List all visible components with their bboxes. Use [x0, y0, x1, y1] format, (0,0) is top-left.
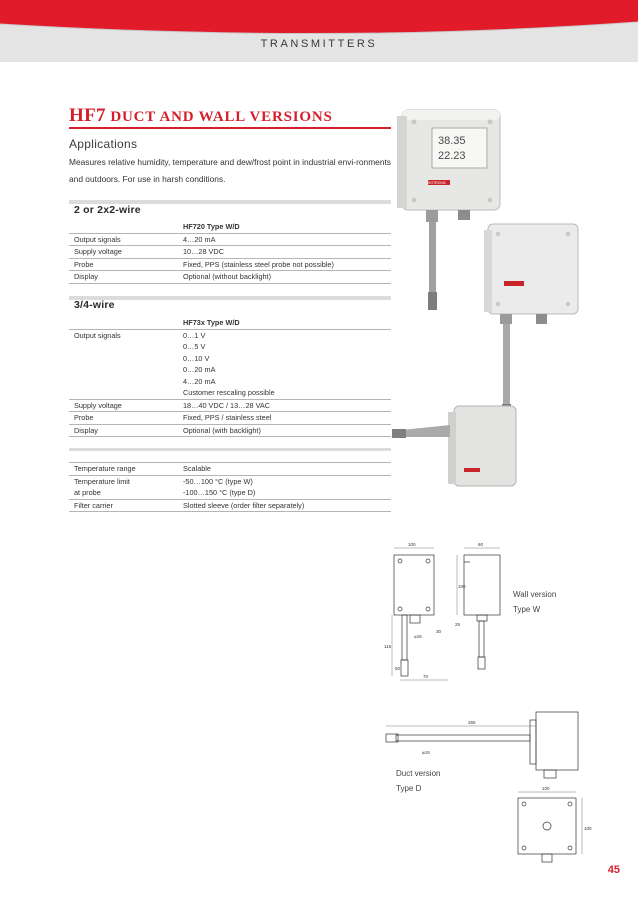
table-row [69, 487, 391, 499]
duct-caption-line2: Type D [396, 784, 422, 793]
two-wire-table [69, 221, 391, 284]
applications-text: Measures relative humidity, temperature and dew/frost point in industrial envi-ronments and outdoors. For use in harsh conditions. [69, 157, 391, 184]
table-row [69, 258, 391, 271]
row-value: Optional (without backlight) [178, 271, 391, 284]
duct-caption [396, 766, 440, 796]
dim-depth: 60 [478, 542, 484, 547]
output-value: 4…20 mA [183, 376, 216, 386]
product-title [69, 105, 333, 127]
row-value: 10…28 VDC [178, 246, 391, 259]
title-rule [69, 127, 391, 129]
row-value: Optional (with backlight) [178, 424, 391, 437]
table-row [69, 499, 391, 512]
display-reading-2: 22.23 [438, 150, 466, 162]
row-label: Supply voltage [69, 399, 178, 412]
row-label: Output signals [69, 233, 178, 246]
section-title: TRANSMITTERS [260, 38, 378, 50]
row-value: Fixed, PPS (stainless steel probe not possible) [178, 258, 391, 271]
brand-logo: ROTRONIC [428, 181, 447, 185]
wall-caption-line2: Type W [513, 605, 541, 614]
dim-filter: 50 [395, 666, 401, 671]
output-values [178, 329, 391, 399]
row-label: Temperature range [69, 463, 178, 476]
section-divider [69, 296, 391, 300]
wall-version-drawing [380, 540, 520, 685]
row-value: -50…100 °C (type W) [183, 476, 253, 486]
table-header-row [69, 221, 391, 233]
row-label: Supply voltage [69, 246, 178, 259]
product-title-rest: DUCT AND WALL VERSIONS [105, 109, 333, 125]
output-value: 0…20 mA [183, 365, 216, 374]
wall-caption [513, 587, 556, 617]
row-value: Fixed, PPS / stainless steel [178, 412, 391, 425]
dim-width: 100 [408, 542, 416, 547]
table-row [69, 246, 391, 259]
type-header: HF73x Type W/D [178, 317, 391, 329]
dim-base: 70 [423, 674, 429, 679]
table-row [69, 424, 391, 437]
type-header: HF720 Type W/D [178, 221, 391, 233]
row-value: Scalable [178, 463, 391, 476]
duct-caption-line1: Duct version [396, 769, 441, 778]
row-value: 4…20 mA [178, 233, 391, 246]
dim-height: 100 [458, 584, 466, 589]
dim-gland: 30 [436, 629, 442, 634]
row-label: at probe [69, 487, 178, 499]
row-label: Display [69, 271, 178, 284]
table-row [69, 329, 391, 399]
table-row [69, 412, 391, 425]
row-label: Filter carrier [69, 499, 178, 512]
four-wire-table [69, 317, 391, 437]
dim-width: 100 [542, 786, 550, 791]
transmitter-wall [484, 224, 578, 420]
row-value: -100…150 °C (type D) [178, 487, 391, 499]
output-value: 0…1 V [183, 330, 206, 340]
dim-height: 100 [584, 826, 592, 831]
page-number: 45 [607, 864, 620, 876]
row-value: 18…40 VDC / 13…28 VAC [178, 399, 391, 412]
table-row [69, 463, 391, 476]
wall-caption-line1: Wall version [513, 590, 557, 599]
dim-diameter: ⌀15 [422, 750, 430, 755]
row-label: Display [69, 424, 178, 437]
row-label: Temperature limit [74, 476, 130, 486]
output-value: 0…5 V [183, 342, 206, 351]
header-band [0, 0, 638, 62]
dim-probe-length: 115 [384, 644, 392, 649]
product-photos [392, 104, 638, 504]
two-wire-title: 2 or 2x2-wire [74, 204, 141, 216]
dim-diameter: ⌀15 [414, 634, 422, 639]
dim-offset: 25 [455, 622, 461, 627]
table-row [69, 233, 391, 246]
row-label: Probe [69, 258, 178, 271]
transmitter-duct [392, 406, 516, 486]
common-table [69, 462, 391, 512]
section-divider [69, 448, 391, 451]
row-value: Slotted sleeve (order filter separately) [178, 499, 391, 512]
output-value: Customer rescaling possible [183, 388, 275, 397]
product-model: HF7 [69, 105, 106, 126]
row-label: Output signals [69, 329, 178, 399]
four-wire-title: 3/4-wire [74, 299, 115, 311]
table-row [69, 399, 391, 412]
table-header-row [69, 317, 391, 329]
row-label: Probe [69, 412, 178, 425]
table-row [69, 475, 391, 487]
dim-probe-length: 265 [468, 720, 476, 725]
table-row [69, 271, 391, 284]
display-reading-1: 38.35 [438, 135, 466, 147]
output-value: 0…10 V [183, 353, 210, 363]
applications-heading: Applications [69, 137, 138, 151]
